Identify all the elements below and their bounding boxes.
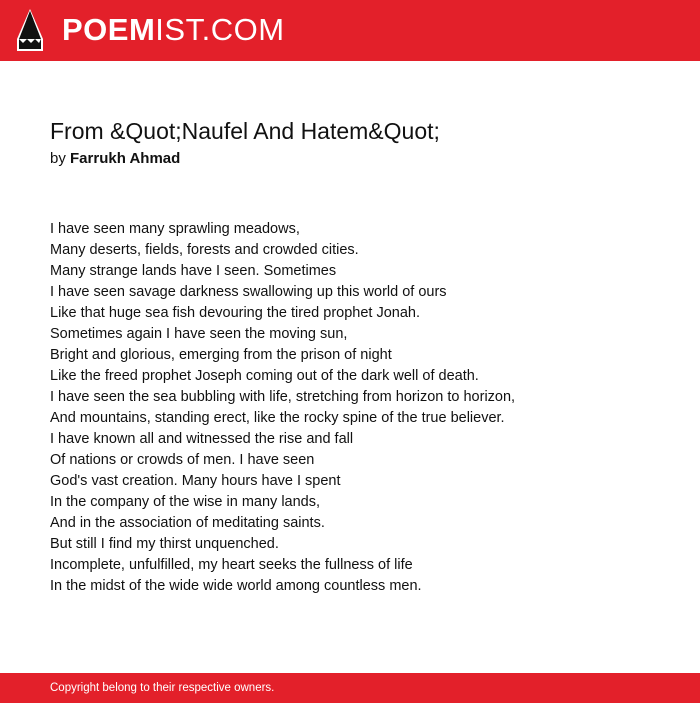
poem-author: Farrukh Ahmad	[70, 150, 181, 167]
poem-line: Like the freed prophet Joseph coming out of the dark well of death.	[50, 368, 479, 384]
poem-line: I have seen many sprawling meadows,	[50, 221, 300, 237]
poem-line: I have known all and witnessed the rise and fall	[50, 431, 354, 447]
site-logo-text[interactable]	[62, 12, 285, 48]
poem-line: Bright and glorious, emerging from the prison of night	[50, 347, 392, 363]
poem-byline	[50, 148, 180, 170]
brand-light: IST.COM	[155, 12, 285, 47]
poem-body	[50, 219, 515, 597]
poem-line: Like that huge sea fish devouring the tired prophet Jonah.	[50, 305, 421, 321]
poem-line: Sometimes again I have seen the moving sun,	[50, 326, 348, 342]
poem-line: In the company of the wise in many lands,	[50, 494, 321, 510]
poem-line: Incomplete, unfulfilled, my heart seeks the fullness of life	[50, 557, 413, 573]
poem-title: From &Quot;Naufel And Hatem&Quot;	[50, 118, 440, 144]
pencil-tip-icon[interactable]	[17, 9, 43, 51]
brand-bold: POEM	[62, 12, 156, 47]
poem-line: I have seen savage darkness swallowing up this world of ours	[50, 284, 447, 300]
by-label: by	[50, 150, 66, 167]
copyright-text: Copyright belong to their respective owners.	[50, 682, 275, 694]
poem-line: I have seen the sea bubbling with life, stretching from horizon to horizon,	[50, 389, 516, 405]
poem-line: In the midst of the wide wide world among countless men.	[50, 578, 422, 594]
poem-line: And in the association of meditating saints.	[50, 515, 325, 531]
poem-line: Of nations or crowds of men. I have seen	[50, 452, 315, 468]
poem-line: But still I find my thirst unquenched.	[50, 536, 279, 552]
poem-line: Many strange lands have I seen. Sometimes	[50, 263, 337, 279]
poem-line: And mountains, standing erect, like the rocky spine of the true believer.	[50, 410, 505, 426]
poem-line: Many deserts, fields, forests and crowded cities.	[50, 242, 359, 258]
poem-line: God's vast creation. Many hours have I spent	[50, 473, 341, 489]
site-footer	[0, 673, 700, 703]
site-header	[0, 0, 700, 61]
